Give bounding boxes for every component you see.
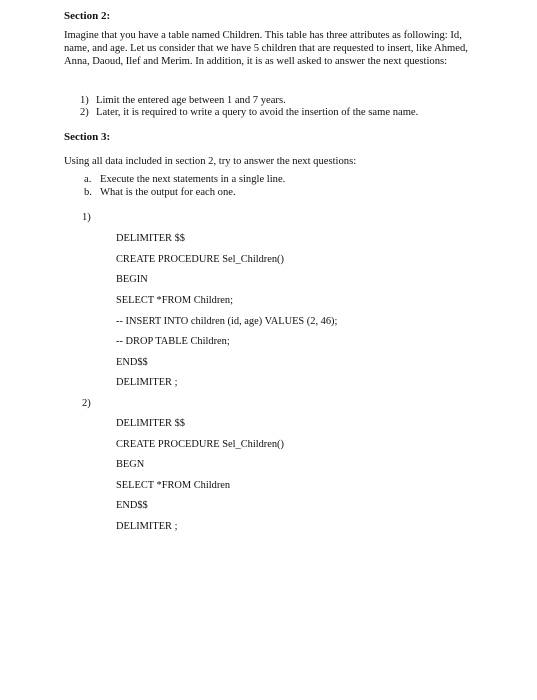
code-line: -- INSERT INTO children (id, age) VALUES (2, 46); (116, 316, 338, 327)
section-2-heading: Section 2: (64, 10, 111, 22)
code-line: END$$ (116, 357, 148, 368)
code-block-1-marker: 1) (82, 212, 91, 223)
section-2-paragraph: Imagine that you have a table named Children. This table has three attributes as following: Id, name, and age. Let us consider that we have 5 children that are requested to insert, like Ahmed, Anna, Daoud, Ilef and Merim. In addition, it is as well asked to answer the next questions: (64, 30, 468, 67)
code-line: DELIMITER $$ (116, 233, 185, 244)
code-line: -- DROP TABLE Children; (116, 336, 230, 347)
code-line: DELIMITER $$ (116, 418, 185, 429)
section-3-item-a-text: Execute the next statements in a single line. (100, 174, 286, 185)
code-line: SELECT *FROM Children (116, 480, 231, 491)
section-3-item-b-text: What is the output for each one. (100, 187, 236, 198)
code-line: END$$ (116, 500, 148, 511)
code-line: BEGN (116, 459, 145, 470)
section-3-item-b-marker: b. (84, 187, 92, 198)
section-2-item-2-text: Later, it is required to write a query to avoid the insertion of the same name. (96, 107, 419, 118)
code-block-2-marker: 2) (82, 398, 91, 409)
section-2-item-2-marker: 2) (80, 107, 89, 118)
code-line: CREATE PROCEDURE Sel_Children() (116, 439, 284, 450)
section-3-intro: Using all data included in section 2, try to answer the next questions: (64, 156, 357, 167)
section-2-item-1-text: Limit the entered age between 1 and 7 years. (96, 95, 286, 106)
section-2-item-1-marker: 1) (80, 95, 89, 106)
section-3-heading: Section 3: (64, 131, 111, 143)
code-line: CREATE PROCEDURE Sel_Children() (116, 254, 284, 265)
code-line: DELIMITER ; (116, 521, 178, 532)
code-line: BEGIN (116, 274, 148, 285)
section-3-item-a-marker: a. (84, 174, 92, 185)
code-line: DELIMITER ; (116, 377, 178, 388)
code-line: SELECT *FROM Children; (116, 295, 234, 306)
